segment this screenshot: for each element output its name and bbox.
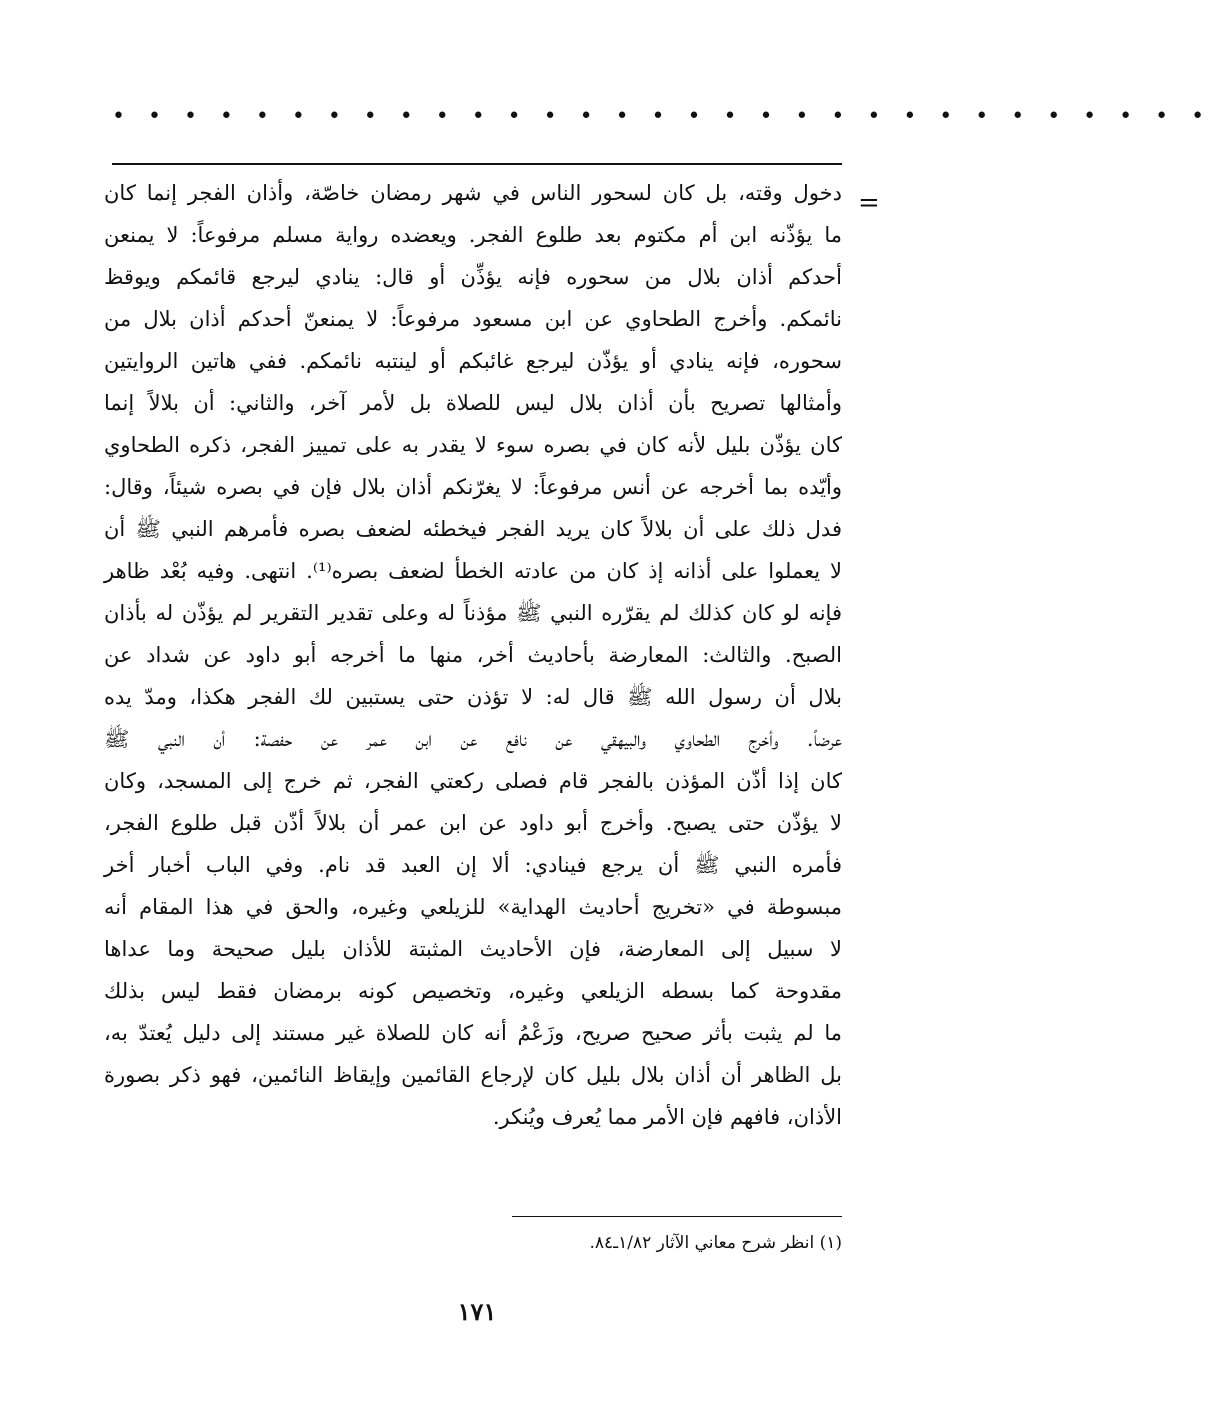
- text-line: ما لم يثبت بأثر صحيح صريح، وزَعْمُ أنه كان للصلاة غير مستند إلى دليل يُعتدّ به،: [104, 1021, 842, 1045]
- text-line: أحدكم أذان بلال من سحوره فإنه يؤذِّن أو قال: ينادي ليرجع قائمكم ويوقظ: [104, 265, 842, 289]
- text-line: دخول وقته، بل كان لسحور الناس في شهر رمضان خاصّة، وأذان الفجر إنما كان: [104, 181, 842, 205]
- text-line: ما يؤذّنه ابن أم مكتوم بعد طلوع الفجر. ويعضده رواية مسلم مرفوعاً: لا يمنعن: [104, 223, 842, 247]
- text-line: بلال أن رسول الله ﷺ قال له: لا تؤذن حتى يستبين لك الفجر هكذا، ومدّ يده: [104, 685, 842, 709]
- text-line: لا سبيل إلى المعارضة، فإن الأحاديث المثبتة للأذان بليل صحيحة وما عداها: [104, 937, 842, 961]
- text-line: كان إذا أذّن المؤذن بالفجر قام فصلى ركعتي الفجر، ثم خرج إلى المسجد، وكان: [104, 769, 842, 793]
- text-line: الصبح. والثالث: المعارضة بأحاديث أخر، منها ما أخرجه أبو داود عن شداد عن: [104, 643, 842, 667]
- text-line: مبسوطة في «تخريج أحاديث الهداية» للزيلعي وغيره، والحق في هذا المقام أنه: [104, 895, 842, 919]
- text-line: مقدوحة كما بسطه الزيلعي وغيره، وتخصيص كونه برمضان فقط ليس بذلك: [104, 979, 842, 1003]
- footnote-rule: [512, 1216, 842, 1217]
- text-line: فإنه لو كان كذلك لم يقرّره النبي ﷺ مؤذناً له وعلى تقدير التقرير لم يؤذّن له بأذان: [104, 601, 842, 625]
- main-text: [104, 172, 842, 1138]
- text-line: بل الظاهر أن أذان بلال بليل كان لإرجاع القائمين وإيقاظ النائمين، فهو ذكر بصورة: [104, 1063, 842, 1087]
- text-line: فدل ذلك على أن بلالاً كان يريد الفجر فيخطئه لضعف بصره فأمرهم النبي ﷺ أن: [104, 517, 842, 541]
- text-line: سحوره، فإنه ينادي أو يؤذّن ليرجع غائبكم أو لينتبه نائمكم. ففي هاتين الروايتين: [104, 349, 842, 373]
- text-line: نائمكم. وأخرج الطحاوي عن ابن مسعود مرفوعاً: لا يمنعنّ أحدكم أذان بلال من: [104, 307, 842, 331]
- continuation-mark: =: [858, 188, 880, 218]
- header-dots-ornament: • • • • • • • • • • • • • • • • • • • • • • • • • • • • • • •: [112, 104, 1212, 129]
- text-line: لا يعملوا على أذانه إذ كان من عادته الخطأ لضعف بصره⁽¹⁾. انتهى. وفيه بُعْد ظاهر: [104, 559, 842, 583]
- text-line: وأيّده بما أخرجه عن أنس مرفوعاً: لا يغرّنكم أذان بلال فإن في بصره شيئاً، وقال:: [104, 475, 842, 499]
- text-line: فأمره النبي ﷺ أن يرجع فينادي: ألا إن العبد قد نام. وفي الباب أخبار أخر: [104, 853, 842, 877]
- header-rule: [112, 163, 842, 165]
- text-line: وأمثالها تصريح بأن أذان بلال ليس للصلاة بل لأمر آخر، والثاني: أن بلالاً إنما: [104, 391, 842, 415]
- text-line: كان يؤذّن بليل لأنه كان في بصره سوء لا يقدر به على تمييز الفجر، ذكره الطحاوي: [104, 433, 842, 457]
- footnote: (١) انظر شرح معاني الآثار ١/٨٢ـ٨٤.: [589, 1233, 842, 1253]
- text-line: الأذان، فافهم فإن الأمر مما يُعرف ويُنكر.: [492, 1105, 842, 1129]
- text-line: لا يؤذّن حتى يصبح. وأخرج أبو داود عن ابن عمر أن بلالاً أذّن قبل طلوع الفجر،: [104, 811, 842, 835]
- text-line: عرضاً. وأخرج الطحاوي والبيهقي عن نافع عن ابن عمر عن حفصة: أن النبي ﷺ: [104, 727, 842, 751]
- page-number: ١٧١: [457, 1297, 497, 1326]
